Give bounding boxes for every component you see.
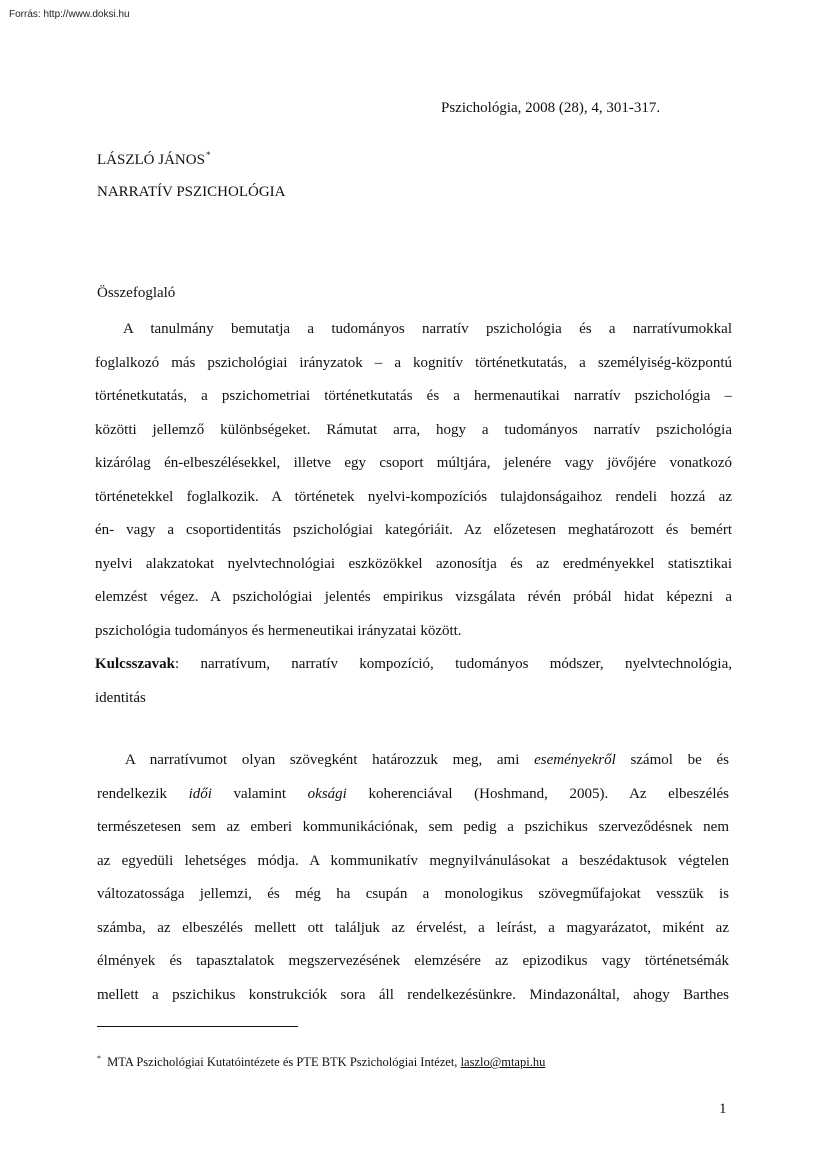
body-line — [97, 778, 729, 812]
body-paragraph — [97, 744, 729, 1012]
keywords-text: : narratívum, narratív kompozíció, tudományos módszer, nyelvtechnológia, — [175, 656, 732, 672]
body-text-span: valamint — [211, 785, 308, 802]
abstract-line: pszichológia tudományos és hermeneutikai irányzatai között. — [95, 622, 462, 639]
body-line — [97, 744, 729, 778]
body-line: számba, az elbeszélés mellett ott találjuk az érvelést, a leírást, a magyarázatot, miként az — [97, 919, 729, 936]
body-text-span: koherenciával (Hoshmand, 2005). Az elbeszélés — [346, 785, 729, 802]
source-url: Forrás: http://www.doksi.hu — [9, 9, 130, 20]
abstract-line: én- vagy a csoportidentitás pszichológiai kategóriáit. Az előzetesen meghatározott és bemért — [95, 522, 732, 538]
page-number: 1 — [719, 1101, 727, 1117]
email-link[interactable]: laszlo@mtapi.hu — [460, 1055, 546, 1069]
abstract — [95, 313, 732, 715]
body-text-span: számol be és — [615, 752, 729, 768]
emphasis-text: oksági — [307, 785, 347, 802]
keywords-line — [95, 648, 732, 682]
body-line: mellett a pszichikus konstrukciók sora áll rendelkezésünkre. Mindazonáltal, ahogy Barthes — [97, 986, 729, 1003]
author-text: LÁSZLÓ JÁNOS — [97, 152, 205, 168]
abstract-line: elemzést végez. A pszichológiai jelentés empirikus vizsgálata révén próbál hidat képezni a — [95, 589, 732, 605]
body-line: élmények és tapasztalatok megszervezésének elemzésére az epizodikus vagy történetsémák — [97, 953, 729, 969]
body-text-span: rendelkezik — [97, 785, 189, 802]
abstract-heading: Összefoglaló — [97, 285, 176, 301]
footnote-separator — [97, 1026, 298, 1027]
author-footnote-marker[interactable]: * — [205, 150, 211, 160]
abstract-line: történetkutatás, a pszichometriai történetkutatás és a hermenautikai narratív pszichológia – — [95, 388, 732, 404]
abstract-line: nyelvi alakzatokat nyelvtechnológiai eszközökkel azonosítja és az eredményekkel statisztikai — [95, 555, 732, 572]
abstract-line: történetekkel foglalkozik. A történetek nyelvi-kompozíciós tulajdonságaihoz rendeli hozzá az — [95, 488, 732, 505]
footnote — [97, 1054, 545, 1070]
keywords-line: identitás — [95, 689, 146, 706]
abstract-line: közötti jellemző különbségeket. Rámutat arra, hogy a tudományos narratív pszichológia — [95, 421, 732, 438]
body-text-span: A narratívumot olyan szövegként határozzuk meg, ami — [125, 752, 535, 768]
footnote-marker: * — [97, 1054, 101, 1063]
keywords-label: Kulcsszavak — [95, 656, 176, 672]
abstract-line: kizárólag én-elbeszélésekkel, illetve egy csoport múltjára, jelenére vagy jövőjére vonatkozó — [95, 455, 732, 471]
body-line: az egyedüli lehetséges módja. A kommunikatív megnyilvánulásokat a beszédaktusok végtelen — [97, 852, 729, 869]
body-line: változatossága jellemzi, és még ha csupán a monologikus szövegműfajokat vesszük is — [97, 886, 729, 902]
author-name — [97, 150, 210, 169]
journal-citation: Pszichológia, 2008 (28), 4, 301-317. — [441, 100, 661, 116]
body-line: természetesen sem az emberi kommunikációnak, sem pedig a pszichikus szerveződésnek nem — [97, 819, 729, 835]
abstract-line: A tanulmány bemutatja a tudományos narratív pszichológia és a narratívumokkal — [123, 321, 732, 337]
abstract-line: foglalkozó más pszichológiai irányzatok – a kognitív történetkutatás, a személyiség-központú — [95, 354, 732, 371]
emphasis-text: idői — [188, 785, 212, 802]
emphasis-text: eseményekről — [534, 752, 616, 768]
footnote-text: MTA Pszichológiai Kutatóintézete és PTE BTK Pszichológiai Intézet, — [104, 1055, 461, 1069]
paper-title: NARRATÍV PSZICHOLÓGIA — [97, 184, 286, 200]
